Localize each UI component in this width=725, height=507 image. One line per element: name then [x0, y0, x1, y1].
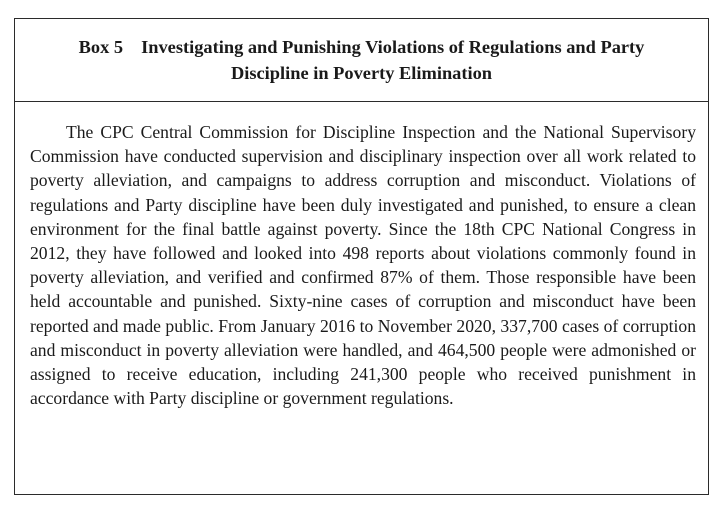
box-header	[15, 19, 708, 102]
box-title-line-1: Investigating and Punishing Violations of Regulations and Party	[141, 37, 645, 57]
box-paragraph: The CPC Central Commission for Discipline Inspection and the National Supervisory Commission have conducted supervision and disciplinary inspection over all work related to poverty alleviation, and campaigns to address corruption and misconduct. Violations of regulations and Party discipline have been duly investigated and punished, to ensure a clean environment for the final battle against poverty. Since the 18th CPC National Congress in 2012, they have followed and looked into 498 reports about violations commonly found in poverty alleviation, and verified and confirmed 87% of them. Those responsible have been held accountable and punished. Sixty-nine cases of corruption and misconduct have been reported and made public. From January 2016 to November 2020, 337,700 cases of corruption and misconduct in poverty alleviation were handled, and 464,500 people were admonished or assigned to receive education, including 241,300 people who received punishment in accordance with Party discipline or government regulations.	[30, 122, 696, 409]
box-body	[15, 102, 708, 410]
text-box	[14, 18, 709, 495]
box-number: Box 5	[78, 37, 124, 57]
box-title-line-2: Discipline in Poverty Elimination	[230, 63, 493, 83]
box-title	[79, 34, 645, 86]
